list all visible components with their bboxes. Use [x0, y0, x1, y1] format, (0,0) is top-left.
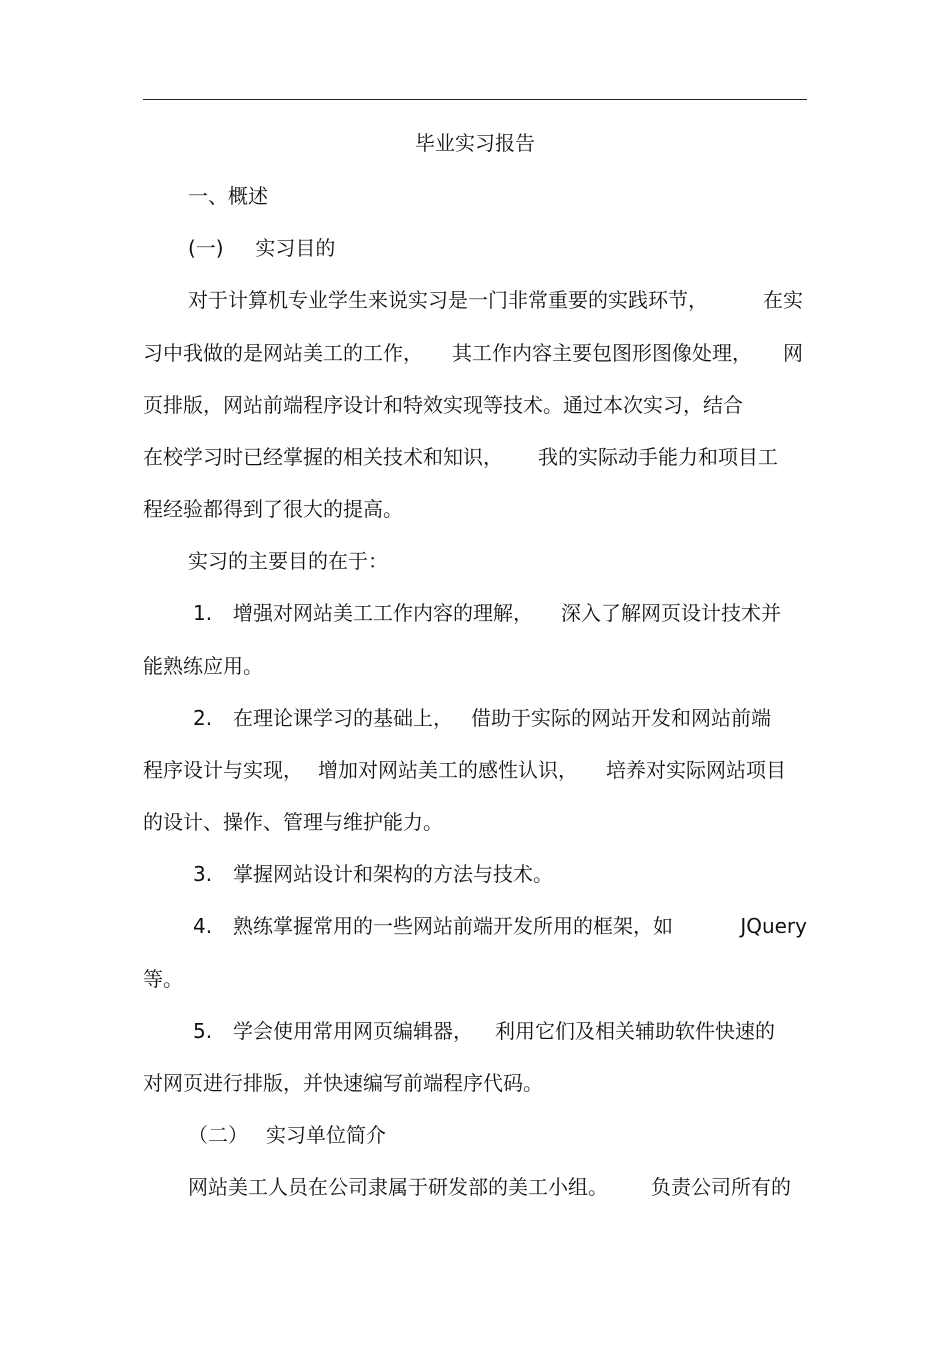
list-item-text: 学会使用常用网页编辑器，	[233, 1019, 473, 1043]
list-item-text: 程序设计与实现，	[143, 758, 303, 782]
document-title: 毕业实习报告	[415, 131, 535, 155]
list-item-text: 增强对网站美工工作内容的理解，	[233, 601, 533, 625]
paragraph-line: 实习的主要目的在于：	[188, 549, 388, 573]
list-item-text: 的设计、操作、管理与维护能力。	[143, 810, 443, 834]
list-item-text: 培养对实际网站项目	[606, 758, 786, 782]
paragraph-line: 网	[783, 341, 803, 365]
list-number: 2.	[193, 706, 213, 730]
paragraph-line: 习中我做的是网站美工的工作，	[143, 341, 423, 365]
list-number: 1.	[193, 601, 213, 625]
list-number: 4.	[193, 914, 213, 938]
list-item-text: 能熟练应用。	[143, 654, 263, 678]
paragraph-line: 页排版，网站前端程序设计和特效实现等技术。通过本次实习，结合	[143, 393, 743, 417]
list-item-text: 深入了解网页设计技术并	[561, 601, 781, 625]
list-number: 5.	[193, 1019, 213, 1043]
paragraph-line: 对于计算机专业学生来说实习是一门非常重要的实践环节，	[188, 288, 708, 312]
paragraph-line: 网站美工人员在公司隶属于研发部的美工小组。	[188, 1175, 608, 1199]
list-number: 3.	[193, 862, 213, 886]
subsection-heading-purpose: (一) 实习目的	[188, 236, 336, 260]
header-rule	[143, 99, 807, 100]
subsection-heading-number: （二）	[188, 1123, 248, 1147]
list-item-text: 增加对网站美工的感性认识，	[318, 758, 578, 782]
paragraph-line: 在校学习时已经掌握的相关技术和知识，	[143, 445, 503, 469]
paragraph-line: 我的实际动手能力和项目工	[538, 445, 778, 469]
list-item-text: 熟练掌握常用的一些网站前端开发所用的框架，如	[233, 914, 673, 938]
paragraph-line: 在实	[763, 288, 803, 312]
paragraph-line: 负责公司所有的	[651, 1175, 791, 1199]
list-item-text: 在理论课学习的基础上，	[233, 706, 453, 730]
list-item-text: JQuery	[740, 914, 807, 938]
list-item-text: 掌握网站设计和架构的方法与技术。	[233, 862, 553, 886]
list-item-text: 利用它们及相关辅助软件快速的	[495, 1019, 775, 1043]
section-heading-overview: 一、概述	[188, 184, 268, 208]
paragraph-line: 其工作内容主要包图形图像处理，	[452, 341, 752, 365]
subsection-heading-company: 实习单位简介	[266, 1123, 386, 1147]
list-item-text: 借助于实际的网站开发和网站前端	[471, 706, 771, 730]
list-item-text: 对网页进行排版，并快速编写前端程序代码。	[143, 1071, 543, 1095]
list-item-text: 等。	[143, 967, 183, 991]
paragraph-line: 程经验都得到了很大的提高。	[143, 497, 403, 521]
